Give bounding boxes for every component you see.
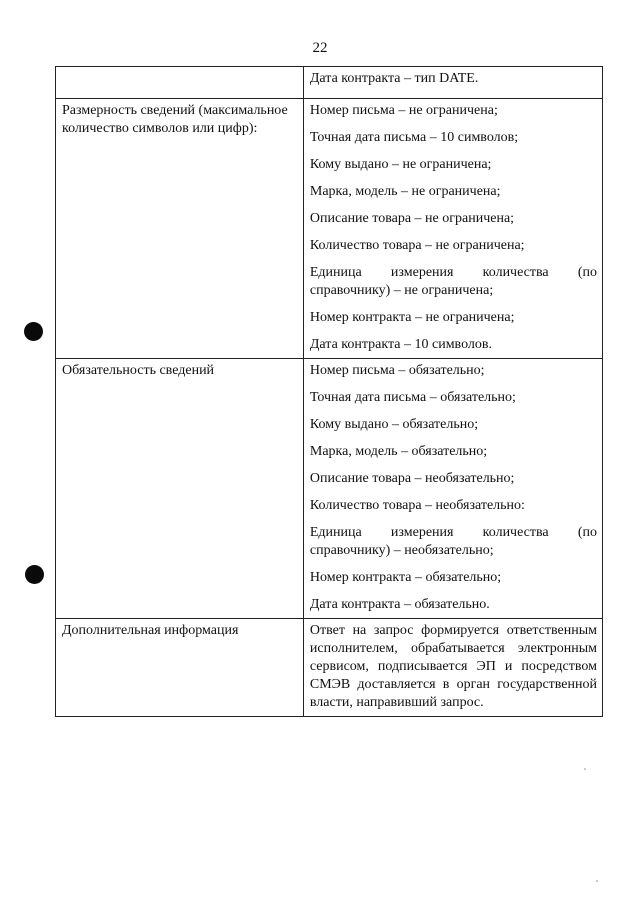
value-line: Описание товара – необязательно; bbox=[309, 471, 515, 486]
row-values bbox=[303, 99, 602, 359]
value-line: Номер контракта – не ограничена; bbox=[309, 310, 515, 325]
value-line: Описание товара – не ограничена; bbox=[309, 211, 515, 226]
row-label: Обязательность сведений bbox=[56, 359, 304, 619]
value-line: Точная дата письма – обязательно; bbox=[309, 390, 516, 405]
value-line: Точная дата письма – 10 символов; bbox=[309, 130, 519, 145]
value-line: Дата контракта – 10 символов. bbox=[309, 337, 492, 352]
value-line: Дата контракта – обязательно. bbox=[309, 597, 490, 612]
row-label: Размерность сведений (максимальное количество символов или цифр): bbox=[56, 99, 304, 359]
value-line: Номер письма – обязательно; bbox=[309, 363, 485, 378]
value-line: Ответ на запрос формируется ответственным исполнителем, обрабатывается электронным сервисом, подписывается ЭП и посредством СМЭВ доставляется в орган государственной власти, направивший запрос. bbox=[309, 623, 597, 710]
value-line: Единица измерения количества (по справочнику) – необязательно; bbox=[309, 525, 597, 558]
table-row bbox=[56, 619, 603, 717]
row-values bbox=[303, 359, 602, 619]
value-line: Марка, модель – не ограничена; bbox=[309, 184, 501, 199]
punch-hole-mark bbox=[24, 322, 43, 341]
value-line: Количество товара – необязательно: bbox=[309, 498, 525, 513]
page-number: 22 bbox=[312, 40, 328, 56]
row-values bbox=[303, 67, 602, 99]
table-row bbox=[56, 99, 603, 359]
row-label bbox=[56, 67, 304, 99]
value-line: Кому выдано – обязательно; bbox=[309, 417, 479, 432]
value-line: Номер контракта – обязательно; bbox=[309, 570, 502, 585]
row-values bbox=[303, 619, 602, 717]
value-line: Номер письма – не ограничена; bbox=[309, 103, 498, 118]
table-row bbox=[56, 359, 603, 619]
value-line: Количество товара – не ограничена; bbox=[309, 238, 525, 253]
value-line: Кому выдано – не ограничена; bbox=[309, 157, 492, 172]
scan-speck bbox=[596, 880, 598, 882]
value-line: Дата контракта – тип DATE. bbox=[309, 71, 479, 86]
specification-table bbox=[55, 66, 603, 717]
value-line: Единица измерения количества (по справочнику) – не ограничена; bbox=[309, 265, 597, 298]
scan-speck bbox=[584, 768, 586, 770]
table-row bbox=[56, 67, 603, 99]
row-label: Дополнительная информация bbox=[56, 619, 304, 717]
value-line: Марка, модель – обязательно; bbox=[309, 444, 488, 459]
punch-hole-mark bbox=[25, 565, 44, 584]
